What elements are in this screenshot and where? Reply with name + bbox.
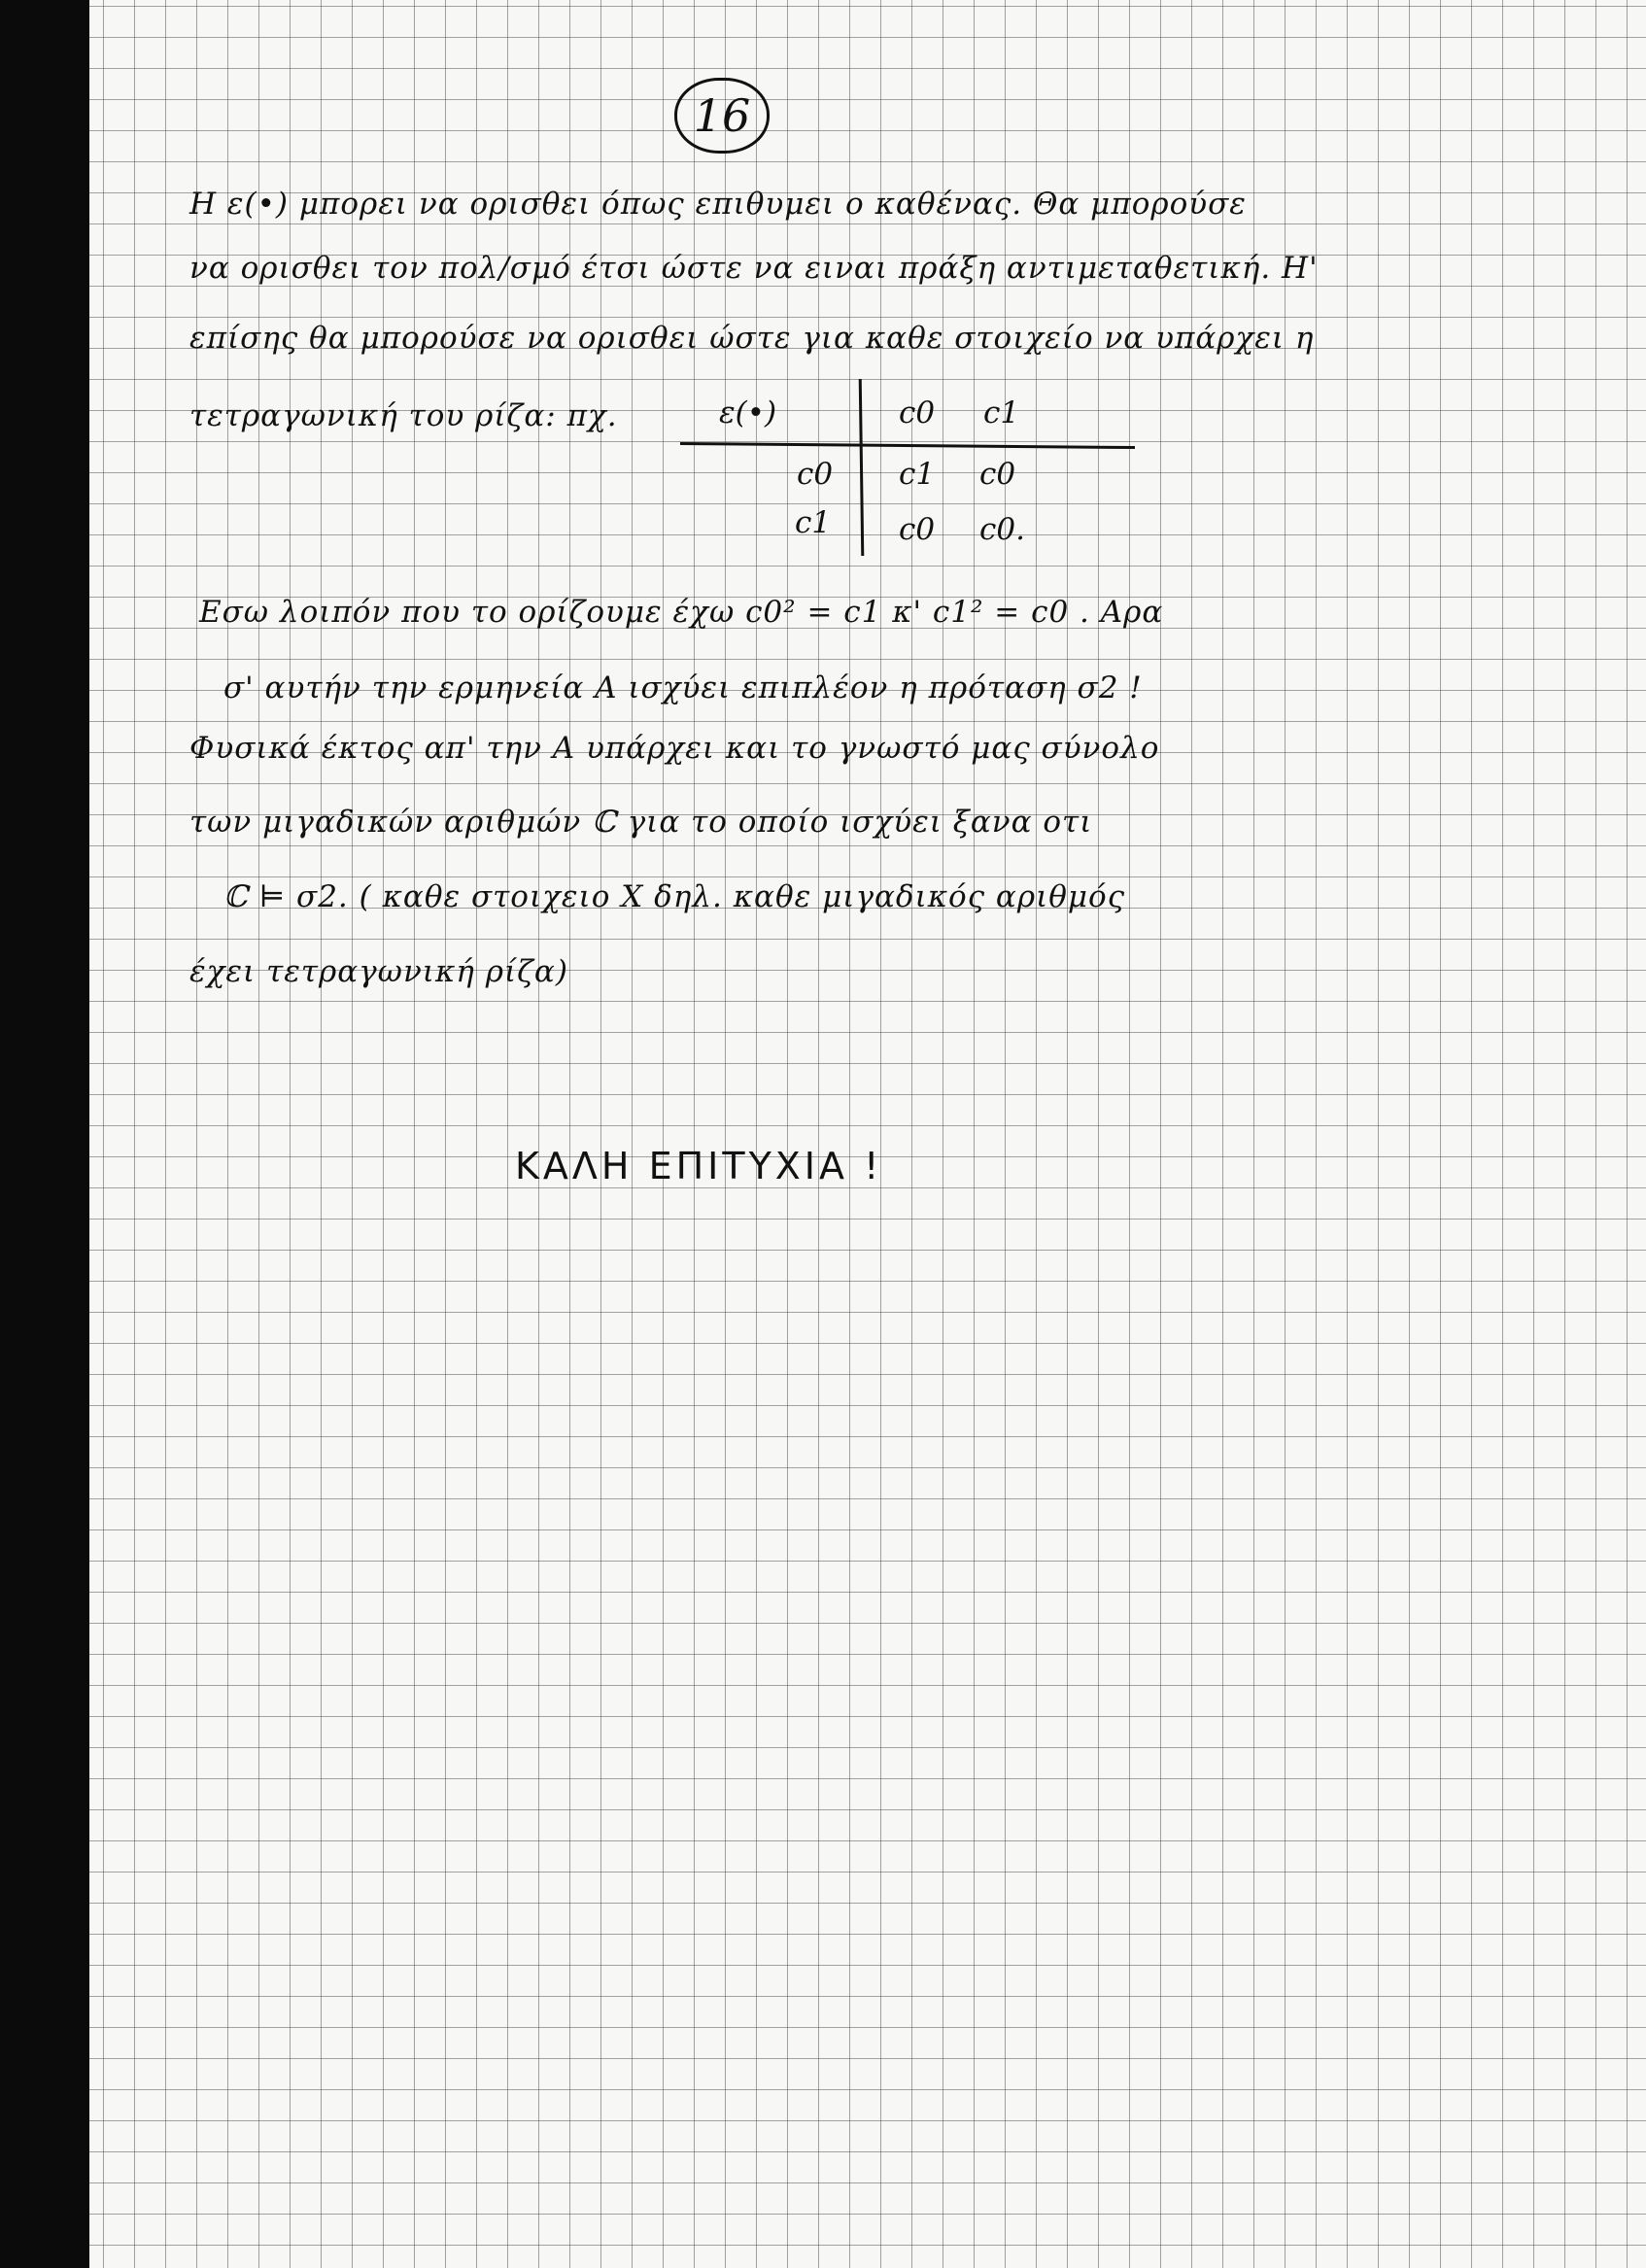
table-row-header: c1: [795, 505, 832, 540]
text-line: των μιγαδικών αριθμών ℂ για το οποίο ισχύει ξανα οτι: [189, 805, 1093, 840]
table-col-header: c0: [899, 395, 936, 430]
table-row-header: c0: [797, 457, 834, 492]
table-cell: c0: [899, 512, 936, 547]
text-line: Εσω λοιπόν που το ορίζουμε έχω c0² = c1 κ' c1² = c0 . Αρα: [199, 595, 1164, 630]
page-number: 16: [674, 78, 770, 154]
text-line: Φυσικά έκτος απ' την Α υπάρχει και το γνωστό μας σύνολο: [189, 731, 1160, 766]
text-line: επίσης θα μπορούσε να ορισθει ώστε για καθε στοιχείο να υπάρχει η: [189, 321, 1315, 356]
operation-table: [680, 384, 1137, 568]
table-vertical-rule: [859, 379, 865, 556]
text-line: σ' αυτήν την ερμηνεία Α ισχύει επιπλέον η πρόταση σ2 !: [223, 670, 1143, 705]
table-cell: c0: [979, 457, 1016, 492]
table-corner: ε(•): [719, 395, 777, 430]
table-cell: c1: [899, 457, 936, 492]
text-line: να ορισθει τον πολ/σμό έτσι ώστε να ειναι πράξη αντιμεταθετική. Η': [189, 251, 1319, 286]
scan-shadow: [0, 0, 89, 2268]
text-line: Η ε(•) μπορει να ορισθει όπως επιθυμει ο καθένας. Θα μπορούσε: [189, 187, 1247, 222]
text-line: τετραγωνική του ρίζα: πχ.: [189, 398, 618, 433]
table-cell: c0.: [979, 512, 1025, 547]
text-line: έχει τετραγωνική ρίζα): [189, 954, 568, 989]
text-line: ℂ ⊨ σ2. ( καθε στοιχειο Χ δηλ. καθε μιγαδικός αριθμός: [223, 879, 1126, 914]
table-col-header: c1: [983, 395, 1020, 430]
closing-greeting: ΚΑΛΗ ΕΠΙΤΥΧΙΑ !: [515, 1145, 883, 1187]
table-horizontal-rule: [680, 442, 1135, 449]
